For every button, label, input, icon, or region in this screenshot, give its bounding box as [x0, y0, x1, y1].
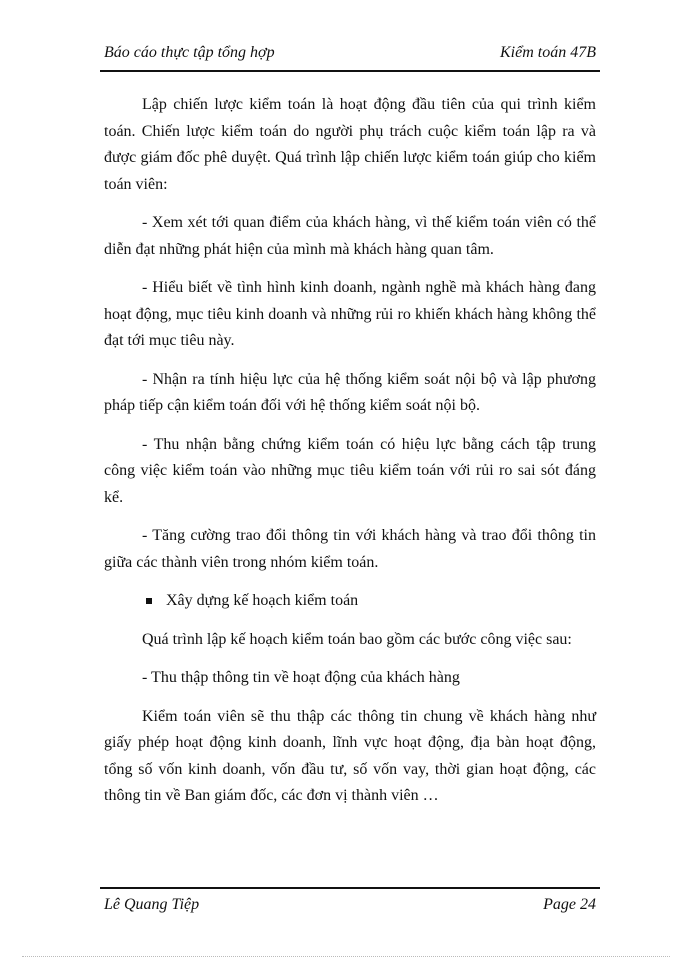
paragraph: Kiểm toán viên sẽ thu thập các thông tin chung về khách hàng như giấy phép hoạt động kinh doanh, lĩnh vực hoạt động, địa bàn hoạt động, tổng số vốn kinh doanh, vốn đầu tư, số vốn vay, thời gian hoạt động, các thông tin về Ban giám đốc, các đơn vị thành viên …	[104, 707, 596, 804]
page-edge-divider	[22, 956, 670, 957]
footer-rule	[100, 887, 600, 889]
paragraph: Quá trình lập kế hoạch kiểm toán bao gồm các bước công việc sau:	[142, 630, 572, 648]
list-item: - Thu nhận bằng chứng kiểm toán có hiệu lực bằng cách tập trung công việc kiểm toán vào những mục tiêu kiểm toán với rủi ro sai sót đáng kể.	[104, 435, 596, 506]
list-item: - Nhận ra tính hiệu lực của hệ thống kiểm soát nội bộ và lập phương pháp tiếp cận kiểm toán đối với hệ thống kiểm soát nội bộ.	[104, 370, 596, 414]
section-heading	[104, 588, 596, 615]
document-body	[104, 92, 596, 810]
header-report-title: Báo cáo thực tập tổng hợp	[104, 44, 275, 61]
square-bullet-icon	[146, 598, 152, 604]
page-footer	[104, 896, 596, 914]
header-rule	[100, 70, 600, 72]
paragraph-intro: Lập chiến lược kiểm toán là hoạt động đầu tiên của qui trình kiểm toán. Chiến lược kiểm toán do người phụ trách cuộc kiểm toán lập ra và được giám đốc phê duyệt. Quá trình lập chiến lược kiểm toán giúp cho kiểm toán viên:	[104, 96, 596, 193]
footer-author: Lê Quang Tiệp	[104, 896, 200, 913]
list-item: - Tăng cường trao đổi thông tin với khách hàng và trao đổi thông tin giữa các thành viên trong nhóm kiểm toán.	[104, 527, 596, 571]
footer-page-number: Page 24	[543, 896, 596, 913]
list-item: - Thu thập thông tin về hoạt động của khách hàng	[142, 669, 460, 686]
section-heading-text: Xây dựng kế hoạch kiểm toán	[166, 592, 359, 609]
list-item: - Xem xét tới quan điểm của khách hàng, vì thế kiểm toán viên có thể diễn đạt những phát hiện của mình mà khách hàng quan tâm.	[104, 214, 596, 258]
page-header	[104, 44, 596, 62]
list-item: - Hiểu biết về tình hình kinh doanh, ngành nghề mà khách hàng đang hoạt động, mục tiêu kinh doanh và những rủi ro khiến khách hàng không thể đạt tới mục tiêu này.	[104, 279, 596, 349]
header-class-label: Kiểm toán 47B	[500, 44, 596, 61]
